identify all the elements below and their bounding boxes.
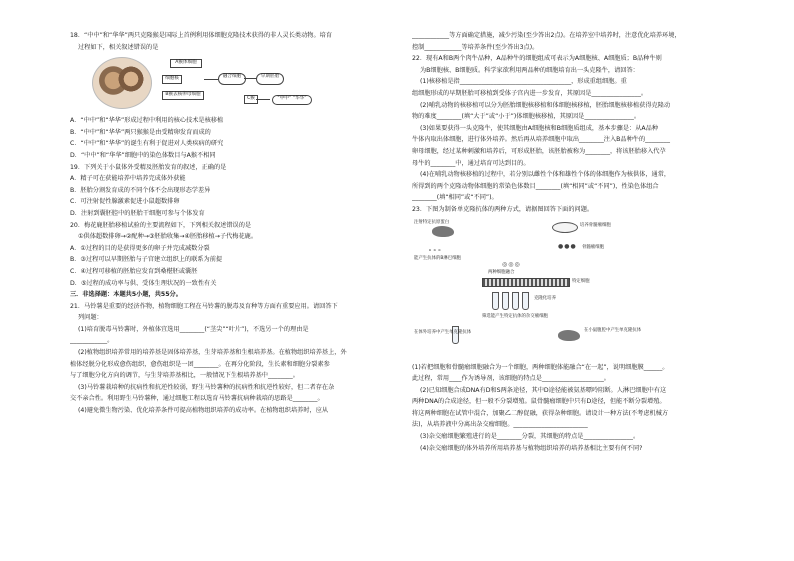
q23-stem: 23．下图为制备单克隆抗体的两种方式，请据图回答下面的问题。 [412, 205, 594, 213]
fig2-label-inject: 注射特定抗原蛋白 [414, 219, 450, 225]
fig1-box-result: “中中” “华华” [272, 95, 312, 105]
q20-option-c: C．④过程可移植的胚胎应发育到桑椹胚或囊胚 [70, 267, 198, 275]
myeloma-cells-icon: ●●● [558, 242, 577, 250]
q22-line-10: 母牛的________中，通过培育可达到目的。 [412, 159, 530, 167]
q18-figure [92, 55, 332, 113]
q18-option-c: C．“中中”和“华华”的诞生有利于促进对人类疾病的研究 [70, 140, 224, 148]
culture-dish-icon [552, 222, 578, 233]
tube-icon-2 [502, 292, 509, 310]
fig2-label-screen: 筛选能产生特定抗体的杂交瘤细胞 [482, 313, 548, 319]
q22-line-11: (4)在哺乳动物核移植的过程中，若分别以雌性个体和雄性个体的体细胞作为核供体，通常， [420, 171, 671, 179]
q22-line-5: (2)哺乳动物的核移植可以分为胚胎细胞核移植和体细胞核移植，胚胎细胞核移植获得克隆动 [420, 101, 671, 109]
q20-option-a: A．①过程的目的是获得更多的卵子并完成减数分裂 [70, 244, 210, 252]
q21-line-4: ____________。 [70, 337, 114, 345]
fig2-label-culture: 培养骨髓瘤细胞 [580, 222, 611, 228]
fig1-box-c: C猴 [244, 95, 258, 104]
q21-cont-line-2: 控制____________等培养条件(至少答出3点)。 [412, 43, 539, 51]
q18-option-a: A．“中中”和“华华”形成过程中利用的核心技术是核移植 [70, 117, 224, 125]
q23-q1-line-2: 此过程，常用____作为诱导剂，该细胞的特点是____________________。 [412, 375, 610, 383]
q23-q1-line-1: (1)若把细胞和骨髓瘤细胞融合为一个细胞，两种细胞体能融合“在一起”，说明细胞膜______。 [412, 363, 669, 371]
fig1-arrow-1 [204, 79, 218, 80]
q21-line-6: 植体经脱分化形成愈伤组织，愈伤组织是一团________。在再分化阶段，生长素和细胞分裂素参 [70, 360, 330, 368]
q23-q4: (4)杂交瘤细胞的体外培养所用培养基与植物组织培养的培养基相比主要有何不同? [420, 444, 643, 452]
q21-line-5: (2)植物组织培养常用的培养基是固体培养基，生芽培养基和生根培养基。在植物组织培养基上，外 [78, 349, 347, 357]
left-column [70, 30, 392, 417]
tube-icon-4 [522, 292, 529, 310]
q21-line-10: (4)避免微生物污染、优化培养条件可提高植物组织培养的成功率。在植物组织培养时，应从 [78, 407, 329, 415]
b-cells-icon: ∘∘∘ [428, 246, 443, 254]
fig1-box-a: A猴体细胞 [170, 59, 202, 68]
monkey-face-image [116, 65, 146, 93]
q19-option-c: C．可注射促性腺激素促进小鼠超数排卵 [70, 198, 180, 206]
q21-cont-line-1: ____________等方面确定措施，减少污染(至少答出2点)。在培养室中培养时，注意优化培养环境， [412, 32, 681, 39]
q22-line-6: 物的难度________(填“大于”或“小于”)体细胞核移植，其原因是________________。 [412, 113, 641, 121]
fig2-label-bcells: 能产生抗体的B淋巴细胞 [414, 255, 461, 261]
q22-line-2: 为B细胞核、B细胞质。科学家欲利用两品种的细胞培育出一头克隆牛，请回答： [420, 66, 639, 74]
q20-stem: 20．梅花鹿胚胎移植试验的主要流程如下，下列相关叙述错误的是 [70, 221, 252, 229]
q21-line-3: (1)培育脱毒马铃薯时，外植体宜选用________(“茎尖”“叶片”)，不选另一个的理由是 [78, 325, 309, 333]
section-3-heading: 三．非选择题：本题共5小题，共55分。 [70, 291, 182, 299]
fig1-box-embryo: 早期胚胎 [256, 73, 284, 85]
q22-line-3: (1)核移植是指____________________________________，形成重组细胞。重 [420, 78, 627, 86]
q23-q2-line-3: 将这两种细胞在试管中混合，加聚乙二醇促融，获得杂种细胞。请设计一种方法(不考虑机械方 [412, 409, 669, 417]
fig1-box-fused: 融合细胞 [218, 73, 246, 85]
fig2-label-myeloma: 骨髓瘤细胞 [582, 244, 604, 250]
fig2-label-select: 克隆化培养 [534, 295, 556, 301]
q21-line-9: 交不亲合性。利用野生马铃薯种，通过细胞工程以选育马铃薯抗病种栽培的思路是________。 [70, 395, 324, 403]
q21-line-1: 21．马铃薯是重要的经济作物，植物细胞工程在马铃薯的脱毒及育种等方面有重要应用。请回答下 [70, 302, 338, 310]
q20-option-b: B．③过程可以早期胚胎与子宫建立组织上的联系为前提 [70, 256, 223, 264]
q23-q2-line-2: 两种DNA的合成途径，但一般不分裂增殖。鼠骨髓瘤细胞中只有D途径，但能不断分裂增殖。 [412, 398, 666, 406]
hybridoma-culture-plate-icon [482, 278, 570, 287]
q21-line-7: 与了细胞分化方向的调节，与生芽培养基相比，一般情况下生根培养基中________。 [70, 372, 299, 380]
q20-flow: ①供体超数排卵→②配种→③胚胎收集→④胚胎移植→子代梅花鹿。 [78, 233, 258, 241]
q22-line-12: 所得到的两个克隆动物体细胞的常染色体数目________(填“相同”或“不同”)，性染色体组合 [412, 182, 659, 190]
fig2-label-vitro: 在体外培养中产生单克隆抗体 [414, 329, 472, 335]
q22-line-7: (3)如果要获得一头克隆牛，使其细胞由A细胞核和B细胞质组成，基本步骤是：从A品种 [420, 124, 659, 132]
q21-line-2: 列问题： [78, 314, 103, 322]
q18-option-b: B．“中中”和“华华”两只猴猴是由受精卵发育而成的 [70, 128, 211, 136]
q23-q3: (3)杂交瘤细胞繁殖进行的是________分裂，其细胞的特点是________________。 [420, 433, 640, 441]
q23-q2-line-1: (2)已知细胞合成DNA有D和S两条途径，其中D途径能被氨基嘌呤阻断。人淋巴细胞中有这 [420, 386, 667, 394]
fig1-arrow-3 [256, 99, 270, 100]
q19-stem: 19．下列关于小鼠体外受精及胚胎发育的叙述，正确的是 [70, 163, 227, 171]
mouse-icon-invivo [558, 330, 580, 341]
q22-line-9: 卵母细胞，经过某种刺激和培养后，可形成胚胎，该胚胎被称为________，将该胚胎移入代孕 [412, 147, 666, 155]
tube-icon-3 [512, 292, 519, 310]
q19-option-a: A．精子可在获能培养中培养完成体外获能 [70, 175, 186, 183]
fig2-label-hybrid: 两种细胞融合 [488, 269, 515, 275]
fig1-box-nucleus: 细胞核 [162, 75, 182, 84]
right-column [412, 30, 742, 454]
fig2-label-vivo: 在小鼠腹腔中产生单克隆抗体 [584, 327, 642, 333]
q22-line-1: 22．现有A和B两个肉牛品种，A品种牛的细胞组成可表示为A细胞核、A细胞质；B品种牛则 [412, 55, 662, 63]
mouse-icon-immunized [432, 226, 454, 237]
tube-icon-1 [492, 292, 499, 310]
fig2-label-cells: 特定细胞 [572, 278, 590, 284]
q18-option-d: D．“中中”和“华华”细胞中的染色体数目与A猴不相同 [70, 151, 216, 159]
fig1-arrow-2 [244, 78, 256, 79]
fig1-box-b: B猴去核卵母细胞 [162, 91, 204, 100]
q19-option-d: D．注射到囊胚腔中的胚胎干细胞可参与个体发育 [70, 209, 205, 217]
q22-line-8: 牛体内取出体细胞，进行体外培养。然后再从培养细胞中取出________注入B品种牛的________ [412, 136, 670, 144]
q23-q2-line-4: 法)，从培养液中分离出杂交瘤细胞。________________________ [412, 421, 588, 429]
q23-figure [414, 218, 652, 360]
q20-option-d: D．⑤过程的成功率与供、受体生理状况的一致性有关 [70, 279, 217, 287]
q18-stem-line1: 18．“中中”和“华华”两只克隆猴是国际上首例利用体细胞克隆技术获得的非人灵长类动物。培育 [70, 32, 333, 39]
q18-stem-line2: 过程如下，相关叙述错误的是 [78, 43, 159, 51]
q19-option-b: B．胚胎分割发育成的不同个体不会出现形态学差异 [70, 186, 211, 194]
q21-line-8: (3)马铃薯栽培种的抗病性和抗逆性较弱，野生马铃薯种的抗病性和抗逆性较好，但二者存在杂 [78, 383, 335, 391]
fused-cells-icon: ◎◎◎ [502, 260, 521, 268]
q22-line-4: 组细胞形成的早期胚胎可移植到受体子宫内进一步发育，其原因是________________。 [412, 89, 648, 97]
q22-line-13: ________(填“相同”或“不同”)。 [412, 194, 498, 202]
